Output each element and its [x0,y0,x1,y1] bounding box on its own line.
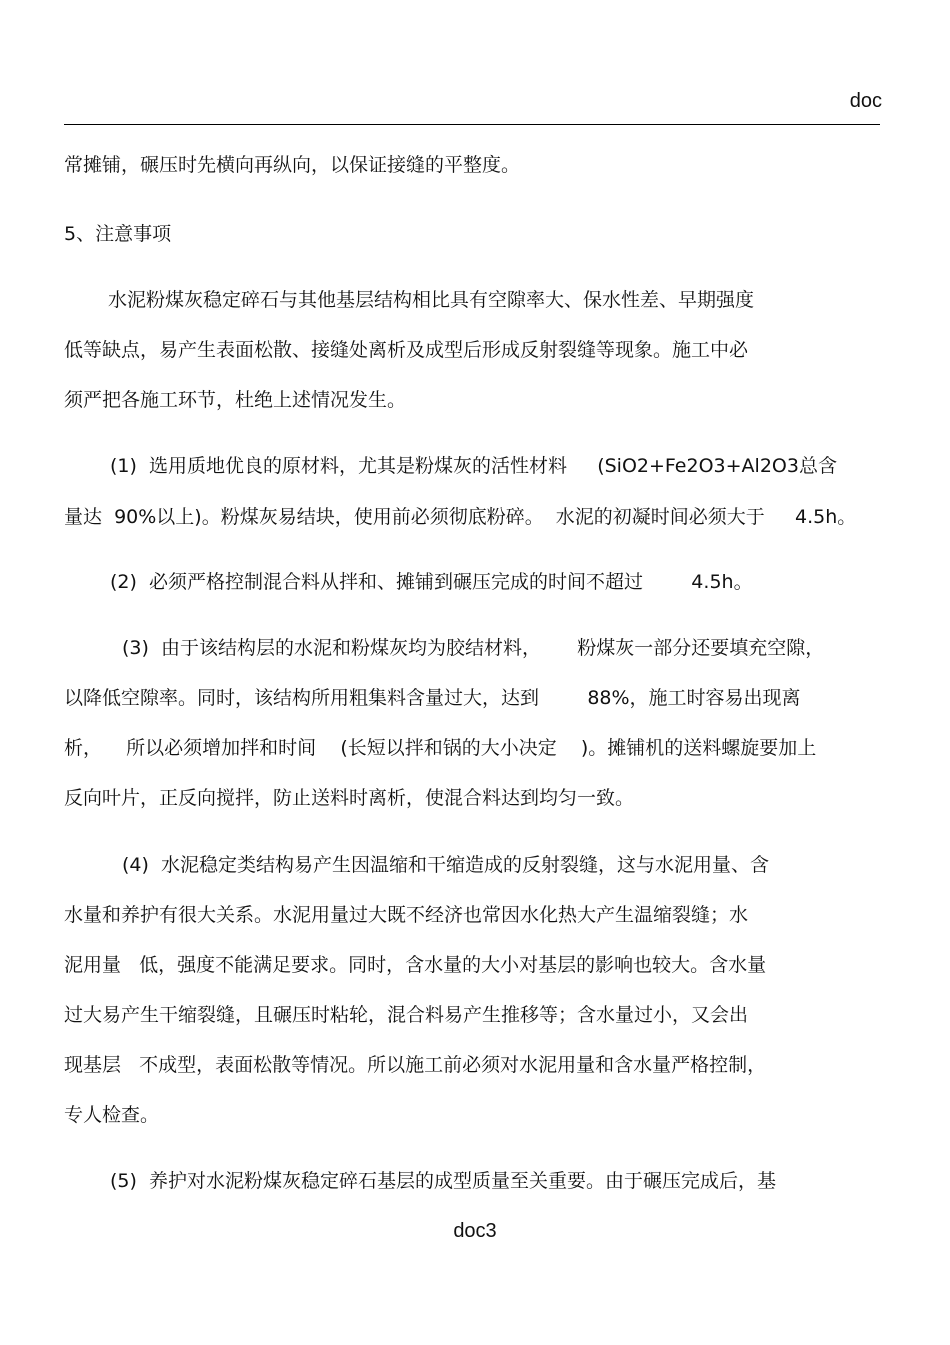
paragraph-line: 反向叶片，正反向搅拌，防止送料时离析，使混合料达到均匀一致。 [64,787,635,809]
header-divider [64,124,880,125]
paragraph-line: 现基层 不成型，表面松散等情况。所以施工前必须对水泥用量和含水量严格控制， [64,1054,767,1076]
paragraph-line: (3) 由于该结构层的水泥和粉煤灰均为胶结材料， 粉煤灰一部分还要填充空隙， [122,637,825,659]
paragraph-line: 低等缺点，易产生表面松散、接缝处离析及成型后形成反射裂缝等现象。施工中必 [64,339,749,361]
paragraph-line: 泥用量 低，强度不能满足要求。同时，含水量的大小对基层的影响也较大。含水量 [64,954,767,976]
paragraph-line: (4) 水泥稳定类结构易产生因温缩和干缩造成的反射裂缝，这与水泥用量、含 [122,854,769,876]
paragraph-line: 析， 所以必须增加拌和时间 (长短以拌和锅的大小决定 )。摊铺机的送料螺旋要加上 [64,737,817,759]
header-label: doc [849,90,882,112]
paragraph-line: 常摊铺，碾压时先横向再纵向，以保证接缝的平整度。 [64,154,521,176]
paragraph-line: 专人检查。 [64,1104,160,1126]
paragraph-line: 水泥粉煤灰稳定碎石与其他基层结构相比具有空隙率大、保水性差、早期强度 [108,289,755,311]
paragraph-line: 以降低空隙率。同时，该结构所用粗集料含量过大，达到 88%，施工时容易出现离 [64,687,801,709]
paragraph-line: 水量和养护有很大关系。水泥用量过大既不经济也常因水化热大产生温缩裂缝；水 [64,904,749,926]
paragraph-line: (1) 选用质地优良的原材料，尤其是粉煤灰的活性材料 (SiO2+Fe2O3+Al2O3总含 [110,455,837,477]
paragraph-line: 须严把各施工环节，杜绝上述情况发生。 [64,389,407,411]
section-heading: 5、注意事项 [64,223,172,245]
footer-label: doc3 [453,1220,497,1242]
paragraph-line: (5) 养护对水泥粉煤灰稳定碎石基层的成型质量至关重要。由于碾压完成后，基 [110,1170,776,1192]
paragraph-line: 量达 90%以上)。粉煤灰易结块，使用前必须彻底粉碎。 水泥的初凝时间必须大于 4.5h。 [64,506,857,528]
paragraph-line: (2) 必须严格控制混合料从拌和、摊铺到碾压完成的时间不超过 4.5h。 [110,571,753,593]
paragraph-line: 过大易产生干缩裂缝，且碾压时粘轮，混合料易产生推移等；含水量过小，又会出 [64,1004,749,1026]
